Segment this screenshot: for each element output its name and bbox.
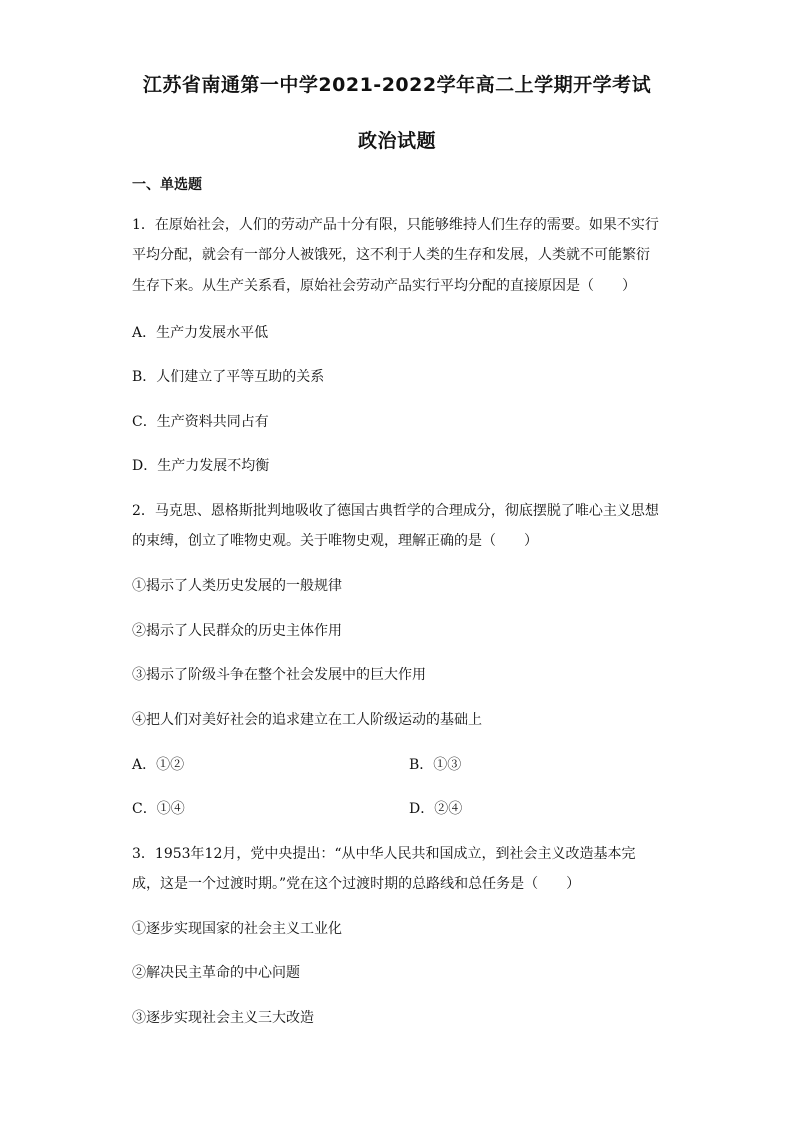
question-3-stem-line-1: 3．1953年12月，党中央提出：“从中华人民共和国成立，到社会主义改造基本完 xyxy=(132,846,636,862)
question-1-option-b: B．人们建立了平等互助的关系 xyxy=(132,369,325,385)
question-2-stem-line-2: 的束缚，创立了唯物史观。关于唯物史观，理解正确的是（ ） xyxy=(132,533,538,549)
question-2-option-d: D．②④ xyxy=(409,801,463,817)
question-3-item-3: ③逐步实现社会主义三大改造 xyxy=(132,1010,314,1026)
question-2-stem-line-1: 2．马克思、恩格斯批判地吸收了德国古典哲学的合理成分，彻底摆脱了唯心主义思想 xyxy=(132,503,659,519)
question-2-option-b: B．①③ xyxy=(409,757,462,773)
question-2-option-c: C．①④ xyxy=(132,801,185,817)
document-subtitle: 政治试题 xyxy=(357,130,436,152)
question-2-item-2: ②揭示了人民群众的历史主体作用 xyxy=(132,623,342,639)
question-2-item-1: ①揭示了人类历史发展的一般规律 xyxy=(132,578,342,594)
question-3-item-1: ①逐步实现国家的社会主义工业化 xyxy=(132,921,342,937)
question-2-option-a: A．①② xyxy=(132,757,185,773)
question-1-option-a: A．生产力发展水平低 xyxy=(132,325,269,341)
question-3-stem-line-2: 成，这是一个过渡时期。”党在这个过渡时期的总路线和总任务是（ ） xyxy=(132,876,581,892)
question-1-option-c: C．生产资料共同占有 xyxy=(132,414,269,430)
question-2-item-4: ④把人们对美好社会的追求建立在工人阶级运动的基础上 xyxy=(132,712,482,728)
question-1-stem-line-2: 平均分配，就会有一部分人被饿死，这不利于人类的生存和发展，人类就不可能繁衍 xyxy=(132,247,650,263)
question-3-item-2: ②解决民主革命的中心问题 xyxy=(132,965,300,981)
section-heading: 一、单选题 xyxy=(132,177,202,193)
question-1-option-d: D．生产力发展不均衡 xyxy=(132,458,270,474)
document-title: 江苏省南通第一中学2021-2022学年高二上学期开学考试 xyxy=(142,74,652,96)
question-2-item-3: ③揭示了阶级斗争在整个社会发展中的巨大作用 xyxy=(132,667,426,683)
question-1-stem-line-3: 生存下来。从生产关系看，原始社会劳动产品实行平均分配的直接原因是（ ） xyxy=(132,278,636,294)
question-1-stem-line-1: 1．在原始社会，人们的劳动产品十分有限，只能够维持人们生存的需要。如果不实行 xyxy=(132,217,659,233)
